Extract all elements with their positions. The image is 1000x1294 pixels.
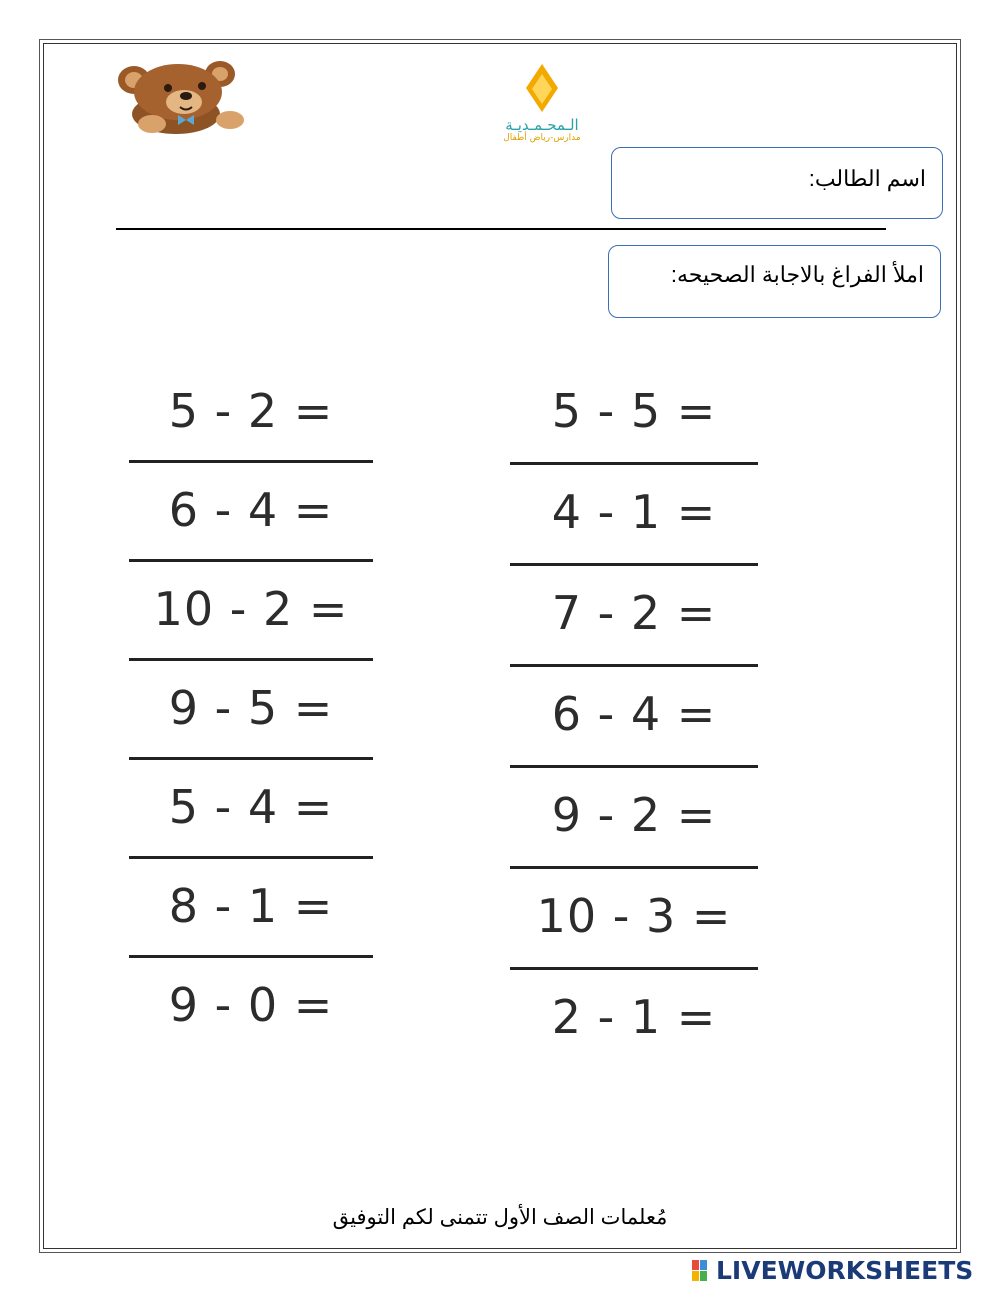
exercise-row bbox=[510, 877, 758, 978]
exercise-row bbox=[129, 867, 373, 966]
logo-subtitle: مدارس-رياض أطفال bbox=[503, 133, 581, 143]
exercise-row bbox=[510, 473, 758, 574]
exercise-row bbox=[510, 978, 758, 1079]
equation: 9 - 5 = bbox=[168, 681, 334, 735]
name-underline bbox=[116, 228, 886, 230]
answer-line[interactable] bbox=[510, 664, 758, 667]
equation: 5 - 5 = bbox=[551, 384, 717, 438]
exercise-row bbox=[129, 669, 373, 768]
flame-logo-icon bbox=[492, 62, 592, 116]
right-exercise-column bbox=[510, 372, 758, 1079]
exercise-row bbox=[129, 372, 373, 471]
exercise-row bbox=[510, 372, 758, 473]
equation: 10 - 2 = bbox=[153, 582, 349, 636]
equation: 5 - 4 = bbox=[168, 780, 334, 834]
answer-line[interactable] bbox=[510, 765, 758, 768]
equation: 2 - 1 = bbox=[551, 990, 717, 1044]
answer-line[interactable] bbox=[129, 757, 373, 760]
answer-line[interactable] bbox=[129, 559, 373, 562]
answer-line[interactable] bbox=[129, 955, 373, 958]
answer-line[interactable] bbox=[510, 967, 758, 970]
answer-line[interactable] bbox=[129, 658, 373, 661]
equation: 9 - 2 = bbox=[551, 788, 717, 842]
exercise-row bbox=[510, 574, 758, 675]
exercise-row bbox=[129, 570, 373, 669]
equation: 4 - 1 = bbox=[551, 485, 717, 539]
student-name-label: اسم الطالب: bbox=[808, 166, 926, 191]
exercise-row bbox=[129, 471, 373, 570]
answer-line[interactable] bbox=[510, 866, 758, 869]
exercise-row bbox=[129, 966, 373, 1065]
school-logo bbox=[492, 62, 592, 148]
logo-name: الـمحـمـديـة bbox=[505, 116, 579, 134]
answer-line[interactable] bbox=[510, 462, 758, 465]
footer-message: مُعلمات الصف الأول تتمنى لكم التوفيق bbox=[332, 1206, 668, 1229]
equation: 8 - 1 = bbox=[168, 879, 334, 933]
teddy-bear-icon bbox=[112, 58, 252, 136]
equation: 6 - 4 = bbox=[551, 687, 717, 741]
equation: 5 - 2 = bbox=[168, 384, 334, 438]
liveworksheets-wordmark: LIVEWORKSHEETS bbox=[716, 1256, 974, 1285]
exercise-row bbox=[129, 768, 373, 867]
instruction-label: املأ الفراغ بالاجابة الصحيحه: bbox=[670, 262, 924, 287]
answer-line[interactable] bbox=[129, 856, 373, 859]
left-exercise-column bbox=[129, 372, 373, 1065]
equation: 9 - 0 = bbox=[168, 978, 334, 1032]
exercise-row bbox=[510, 776, 758, 877]
student-name-box[interactable] bbox=[611, 147, 943, 219]
equation: 6 - 4 = bbox=[168, 483, 334, 537]
answer-line[interactable] bbox=[510, 563, 758, 566]
equation: 10 - 3 = bbox=[536, 889, 732, 943]
equation: 7 - 2 = bbox=[551, 586, 717, 640]
instruction-box bbox=[608, 245, 941, 318]
exercise-row bbox=[510, 675, 758, 776]
liveworksheets-logo-icon bbox=[692, 1260, 716, 1282]
answer-line[interactable] bbox=[129, 460, 373, 463]
